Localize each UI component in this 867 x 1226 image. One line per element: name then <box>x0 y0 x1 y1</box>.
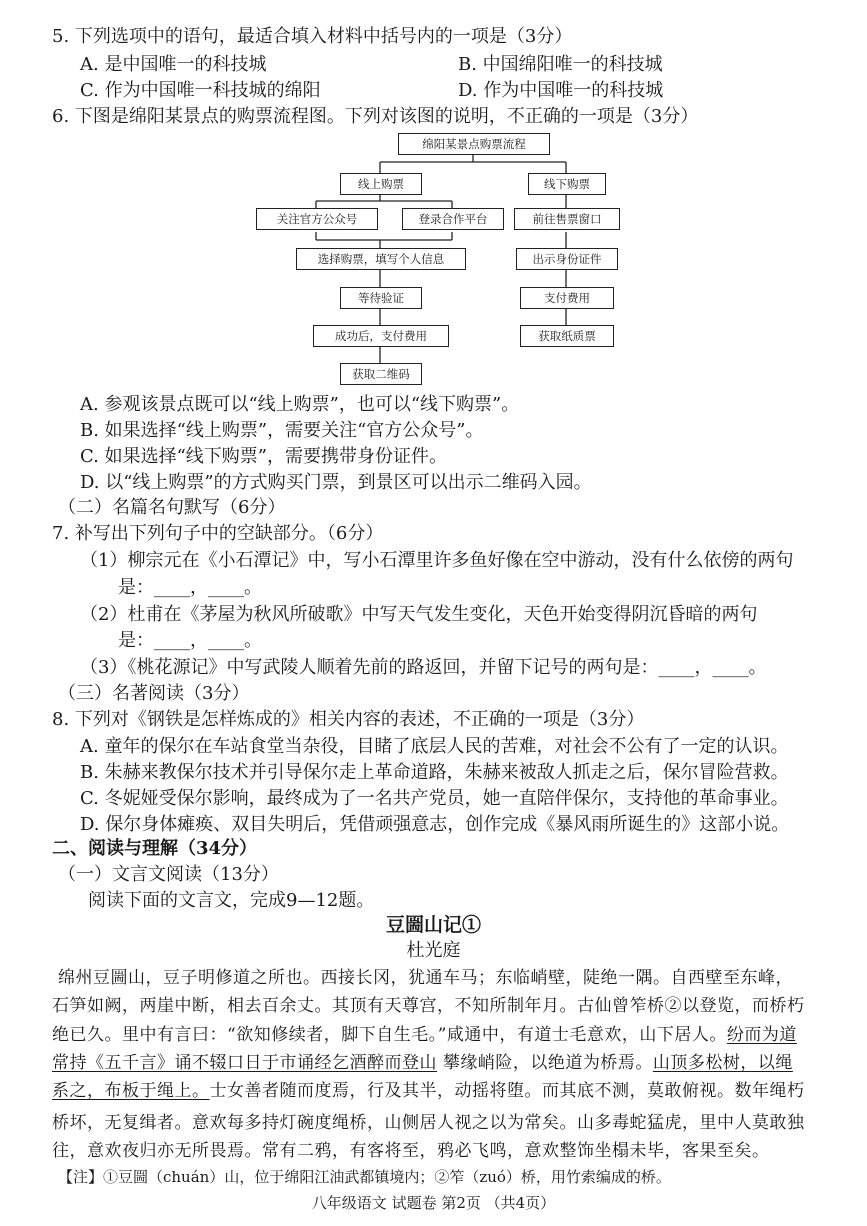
passage-text: 绝已久。里中有言曰：“欲知修续者，脚下自生毛。”咸通中，有道士毛意欢，山下居人。 <box>52 1025 727 1045</box>
flow-pay-online: 成功后，支付费用 <box>313 325 449 347</box>
section-heading-classics: （三）名著阅读（3分） <box>58 683 250 704</box>
q7-item2-line1: （2）杜甫在《茅屋为秋风所破歌》中写天气发生变化，天色开始变得阴沉昏暗的两句 <box>80 604 758 625</box>
q8-stem: 8. 下列对《钢铁是怎样炼成的》相关内容的表述，不正确的一项是（3分） <box>52 709 645 730</box>
passage-text: 攀缘峭险，以绝道为桥焉。 <box>437 1053 653 1073</box>
q5-option-c: C. 作为中国唯一科技城的绵阳 <box>80 80 321 101</box>
flow-partner-platform: 登录合作平台 <box>402 208 504 230</box>
flow-ticket-window: 前往售票窗口 <box>514 208 620 230</box>
q6-stem: 6. 下图是绵阳某景点的购票流程图。下列对该图的说明，不正确的一项是（3分） <box>52 106 699 127</box>
reading-instruction: 阅读下面的文言文，完成9—12题。 <box>88 890 375 911</box>
q6-option-a: A. 参观该景点既可以“线上购票”，也可以“线下购票”。 <box>80 394 520 415</box>
underlined-sentence: 山顶多松树，以绳 <box>652 1053 793 1073</box>
q6-option-c: C. 如果选择“线下购票”，需要携带身份证件。 <box>80 446 447 467</box>
q5-option-a: A. 是中国唯一的科技城 <box>80 54 267 75</box>
q5-option-b: B. 中国绵阳唯一的科技城 <box>458 54 663 75</box>
q6-option-b: B. 如果选择“线上购票”，需要关注“官方公众号”。 <box>80 420 484 441</box>
passage-text: 士女善者随而度焉，行及其半，动摇将堕。而其底不测，莫敢俯视。数年绳朽 <box>209 1081 805 1101</box>
q6-option-d: D. 以“线上购票”的方式购买门票，到景区可以出示二维码入园。 <box>80 472 592 493</box>
q7-item1-line1: （1）柳宗元在《小石潭记》中，写小石潭里许多鱼好像在空中游动，没有什么依傍的两句 <box>80 550 794 571</box>
flow-show-id: 出示身份证件 <box>516 248 618 270</box>
underlined-sentence: 常持《五千言》诵不辍口日于市诵经乞酒醉而登山 <box>52 1053 437 1073</box>
flow-follow-account: 关注官方公众号 <box>256 208 378 230</box>
underlined-sentence: 纷而为道 <box>726 1025 797 1045</box>
q7-item2-line2: 是：____，____。 <box>118 630 262 651</box>
flow-paper-ticket: 获取纸质票 <box>520 325 614 347</box>
flow-pay-offline: 支付费用 <box>520 287 614 309</box>
flow-qrcode: 获取二维码 <box>340 363 422 385</box>
flow-offline: 线下购票 <box>528 173 606 195</box>
passage-line: 桥坏，无复缉者。意欢每多持灯碗度绳桥，山侧居人视之以为常矣。山多毒蛇猛虎，里中人莫敢独 <box>52 1113 805 1133</box>
part2-subheading: （一）文言文阅读（13分） <box>58 864 279 885</box>
flow-online: 线上购票 <box>340 173 422 195</box>
flowchart-title: 绵阳某景点购票流程 <box>398 133 550 155</box>
passage-line <box>52 1024 797 1046</box>
q8-option-d: D. 保尔身体瘫痪、双目失明后，凭借顽强意志，创作完成《暴风雨所诞生的》这部小说。 <box>80 814 790 835</box>
footnote: 【注】①豆圌（chuán）山，位于绵阳江油武都镇境内；②笮（zuó）桥，用竹索编成的桥。 <box>58 1168 671 1186</box>
passage-line <box>52 1052 793 1074</box>
page-footer: 八年级语文 试题卷 第2页 （共4页） <box>311 1194 556 1212</box>
q7-stem: 7. 补写出下列句子中的空缺部分。（6分） <box>52 523 384 544</box>
passage-line: 石笋如阙，两崖中断，相去百余丈。其顶有天尊宫，不知所制年月。古仙曾笮桥②以登览，而桥朽 <box>52 996 805 1016</box>
passage-line: 绵州豆圌山，豆子明修道之所也。西接长冈，犹通车马；东临峭壁，陡绝一隅。自西壁至东峰， <box>58 968 793 988</box>
flow-select-ticket: 选择购票，填写个人信息 <box>296 248 466 270</box>
passage-title: 豆圌山记① <box>385 914 481 936</box>
part2-heading: 二、阅读与理解（34分） <box>52 838 258 859</box>
underlined-sentence: 系之，布板于绳上。 <box>52 1081 210 1101</box>
q8-option-c: C. 冬妮娅受保尔影响，最终成为了一名共产党员，她一直陪伴保尔，支持他的革命事业。 <box>80 788 789 809</box>
passage-author: 杜光庭 <box>406 940 461 961</box>
q8-option-a: A. 童年的保尔在车站食堂当杂役，目睹了底层人民的苦难，对社会不公有了一定的认识。 <box>80 736 789 757</box>
section-heading-recitation: （二）名篇名句默写（6分） <box>58 497 286 518</box>
q5-option-d: D. 作为中国唯一的科技城 <box>458 80 664 101</box>
q8-option-b: B. 朱赫来教保尔技术并引导保尔走上革命道路，朱赫来被敌人抓走之后，保尔冒险营救。 <box>80 762 789 783</box>
q5-stem: 5. 下列选项中的语句，最适合填入材料中括号内的一项是（3分） <box>52 26 573 47</box>
q7-item3: （3）《桃花源记》中写武陵人顺着先前的路返回，并留下记号的两句是：____，____。 <box>80 657 767 678</box>
flow-wait-verify: 等待验证 <box>340 287 422 309</box>
passage-line <box>52 1080 805 1102</box>
q7-item1-line2: 是：____，____。 <box>118 577 262 598</box>
passage-line: 往，意欢夜归亦无所畏焉。常有二鸦，有客将至，鸦必飞鸣，意欢整饰坐榻未毕，客果至矣。 <box>52 1141 770 1161</box>
